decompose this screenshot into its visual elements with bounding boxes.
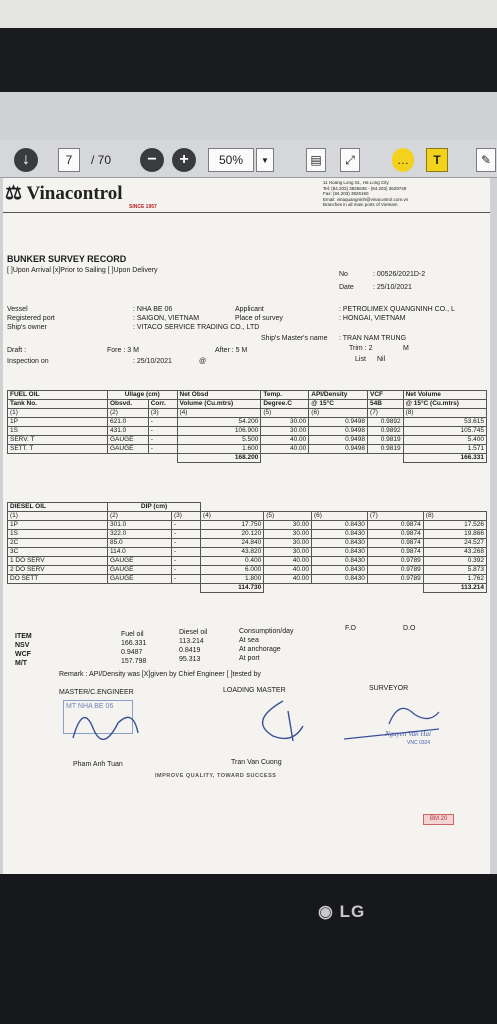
table-header: Obsvd. — [108, 400, 149, 409]
table-header: @ 15°C (Cu.mtrs) — [403, 400, 486, 409]
master-value: : TRAN NAM TRUNG — [339, 335, 407, 342]
comment-icon[interactable]: … — [392, 148, 414, 172]
table-cell: 114.0 — [108, 548, 172, 557]
table-cell: 6.000 — [201, 566, 264, 575]
table-cell: GAUGE — [108, 575, 172, 584]
index-cell: (2) — [108, 409, 149, 418]
table-cell: 20.120 — [201, 530, 264, 539]
table-header: Net Obsd — [177, 391, 261, 400]
total-net-volume: 113.214 — [423, 584, 486, 593]
table-header: @ 15°C — [309, 400, 368, 409]
diesel-nsv: 113.214 — [179, 638, 204, 645]
table-cell: 1S — [8, 530, 108, 539]
table-index-row — [8, 512, 487, 521]
date-value: : 25/10/2021 — [373, 284, 412, 291]
port-value: : SAIGON, VIETNAM — [133, 315, 200, 322]
table-cell: - — [171, 566, 200, 575]
table-row — [8, 427, 487, 436]
table-cell: GAUGE — [108, 557, 172, 566]
table-row — [8, 575, 487, 584]
table-cell: 19.866 — [423, 530, 486, 539]
table-header: Corr. — [148, 400, 177, 409]
table-cell: - — [171, 539, 200, 548]
index-cell: (6) — [312, 512, 368, 521]
address-line: Fax: (84.203) 3826160 — [323, 191, 369, 196]
table-total-row — [8, 584, 487, 593]
fuel-nsv: 166.331 — [121, 640, 147, 647]
footer-code: BM 20 — [423, 814, 454, 825]
table-cell: - — [148, 418, 177, 427]
table-cell: - — [171, 548, 200, 557]
table-index-row — [8, 409, 487, 418]
table-cell: 0.400 — [201, 557, 264, 566]
do-label: D.O — [403, 625, 416, 632]
table-cell: 1P — [8, 418, 108, 427]
index-cell: (2) — [108, 512, 172, 521]
monitor-top-bezel — [0, 0, 497, 92]
table-row — [8, 436, 487, 445]
table-cell: 1S — [8, 427, 108, 436]
table-cell: 1P — [8, 521, 108, 530]
trim-value: Trim : 2 — [349, 345, 373, 352]
no-label: No — [339, 271, 348, 278]
table-cell: - — [171, 521, 200, 530]
table-header: Degree.C — [261, 400, 309, 409]
signature-stroke — [73, 717, 138, 739]
remark-line: Remark : API/Density was [X]given by Chief Engineer [ ]tested by — [59, 671, 261, 678]
table-cell: 30.00 — [264, 539, 312, 548]
table-cell: 0.9789 — [367, 557, 423, 566]
table-cell: 0.9819 — [368, 445, 404, 454]
window-reflection — [0, 0, 497, 28]
index-cell: (4) — [177, 409, 261, 418]
table-cell: - — [148, 436, 177, 445]
fit-page-icon[interactable]: ▤ — [306, 148, 326, 172]
header-rule — [3, 212, 490, 213]
brand-text: LG — [339, 902, 366, 921]
table-cell: 24.840 — [201, 539, 264, 548]
table-cell: - — [171, 575, 200, 584]
table-cell: 0.8430 — [312, 521, 368, 530]
surveyor-label: SURVEYOR — [369, 685, 409, 692]
applicant-label: Applicant — [235, 306, 264, 313]
fuel-oil-label: Fuel oil — [121, 631, 144, 638]
since-label: SINCE 1957 — [129, 204, 157, 210]
zoom-dropdown-icon[interactable]: ▼ — [256, 148, 274, 172]
table-cell: 30.00 — [264, 530, 312, 539]
pdf-viewer-window — [0, 92, 497, 874]
spacer-cell — [201, 503, 487, 512]
table-cell: 3C — [8, 548, 108, 557]
table-cell: 0.392 — [423, 557, 486, 566]
table-cell: 0.9498 — [309, 445, 368, 454]
list-value: Nil — [377, 356, 386, 363]
table-cell: 40.00 — [264, 557, 312, 566]
table-cell: 0.9498 — [309, 436, 368, 445]
table-cell: 621.0 — [108, 418, 149, 427]
summary-nsv-label: NSV — [15, 642, 30, 649]
table-cell: 1.571 — [403, 445, 486, 454]
table-cell: 30.00 — [264, 548, 312, 557]
owner-value: : VITACO SERVICE TRADING CO., LTD — [133, 324, 260, 331]
diesel-oil-label: Diesel oil — [179, 629, 208, 636]
table-total-row — [8, 454, 487, 463]
at-sign: @ — [199, 358, 207, 365]
after-value: After : 5 M — [215, 347, 248, 354]
at-port-label: At port — [239, 655, 260, 662]
table-header-row — [8, 391, 487, 400]
surveyor-name: Nguyen Van Hai — [385, 730, 431, 738]
table-cell: GAUGE — [108, 445, 149, 454]
loading-master-label: LOADING MASTER — [223, 687, 286, 694]
table-cell: 0.8430 — [312, 530, 368, 539]
table-cell: 0.8430 — [312, 548, 368, 557]
pdf-toolbar — [0, 140, 497, 178]
table-header: Ullage (cm) — [108, 391, 178, 400]
table-cell: SETT. T — [8, 445, 108, 454]
table-cell: 5.500 — [177, 436, 261, 445]
table-cell: 40.00 — [261, 445, 309, 454]
surveyor-signature — [339, 694, 449, 748]
inspection-value: : 25/10/2021 — [133, 358, 172, 365]
table-row — [8, 548, 487, 557]
company-logo — [5, 184, 123, 204]
index-cell: (8) — [403, 409, 486, 418]
table-cell: 0.9874 — [367, 548, 423, 557]
table-cell: 30.00 — [264, 521, 312, 530]
slogan: IMPROVE QUALITY, TOWARD SUCCESS — [155, 773, 277, 779]
table-cell: 0.9892 — [368, 418, 404, 427]
table-row — [8, 521, 487, 530]
table-cell: 0.9874 — [367, 539, 423, 548]
draft-label: Draft : — [7, 347, 27, 354]
table-cell: 40.00 — [264, 575, 312, 584]
surveyor-code: VNC 0324 — [407, 740, 431, 746]
table-header-row — [8, 400, 487, 409]
page-total: / 70 — [90, 153, 111, 167]
index-cell: (4) — [201, 512, 264, 521]
signer-name-1: Pham Anh Tuan — [73, 761, 123, 768]
company-address — [323, 180, 408, 208]
table-cell: 1 DO SERV — [8, 557, 108, 566]
vessel-label: Vessel — [7, 306, 28, 313]
fit-width-icon[interactable]: ⤢ — [340, 148, 360, 172]
table-cell: 17.526 — [423, 521, 486, 530]
table-cell: 5.873 — [423, 566, 486, 575]
table-cell: GAUGE — [108, 566, 172, 575]
table-row — [8, 566, 487, 575]
table-row — [8, 445, 487, 454]
table-header: 54B — [368, 400, 404, 409]
index-cell: (8) — [423, 512, 486, 521]
table-row — [8, 530, 487, 539]
table-cell: 0.9819 — [368, 436, 404, 445]
zoom-level-field[interactable]: 50% — [208, 148, 254, 172]
total-volume: 114.730 — [201, 584, 264, 593]
table-header: API/Density — [309, 391, 368, 400]
address-line: Email: vinaquangninh@vinacontrol.com.vn — [323, 196, 409, 202]
table-cell: 2 DO SERV — [8, 566, 108, 575]
table-cell: 30.00 — [261, 427, 309, 436]
table-cell: 1.600 — [177, 445, 261, 454]
address-line: Branches in all main ports of Vietnam — [323, 202, 398, 207]
fuel-wcf: 0.9487 — [121, 649, 143, 656]
table-cell: 43.820 — [201, 548, 264, 557]
master-signature — [63, 698, 143, 748]
master-signature-label: MASTER/C.ENGINEER — [59, 689, 134, 696]
applicant-value: : PETROLIMEX QUANGNINH CO., L — [339, 306, 455, 313]
table-header: DIP (cm) — [108, 503, 201, 512]
table-row — [8, 418, 487, 427]
table-header: Volume (Cu.mtrs) — [177, 400, 261, 409]
page-down-icon[interactable]: ↓ — [14, 148, 38, 172]
table-cell: 0.9892 — [368, 427, 404, 436]
index-cell: (7) — [368, 409, 404, 418]
document-page — [3, 178, 490, 874]
table-cell: 322.0 — [108, 530, 172, 539]
no-value: : 00526/2021D-2 — [373, 271, 426, 278]
table-cell: 30.00 — [261, 418, 309, 427]
table-cell: 53.615 — [403, 418, 486, 427]
table-header: Net Volume — [403, 391, 486, 400]
table-header: VCF — [368, 391, 404, 400]
spacer-cell — [8, 584, 201, 593]
signature-stroke — [263, 701, 303, 741]
table-row — [8, 557, 487, 566]
table-header: Temp. — [261, 391, 309, 400]
table-cell: 0.9498 — [309, 418, 368, 427]
table-cell: 105.745 — [403, 427, 486, 436]
date-label: Date — [339, 284, 354, 291]
doc-title: BUNKER SURVEY RECORD — [7, 254, 127, 264]
spacer-cell — [264, 584, 424, 593]
table-header-row — [8, 503, 487, 512]
index-cell: (1) — [8, 409, 108, 418]
table-header: Tank No. — [8, 400, 108, 409]
place-value: : HONGAI, VIETNAM — [339, 315, 406, 322]
summary-mt-label: M/T — [15, 660, 28, 667]
loading-master-signature — [243, 696, 323, 746]
table-cell: 85.0 — [108, 539, 172, 548]
zoom-in-icon[interactable]: + — [172, 148, 196, 172]
table-cell: GAUGE — [108, 436, 149, 445]
table-cell: - — [171, 530, 200, 539]
table-cell: 0.8430 — [312, 557, 368, 566]
diesel-oil-table — [7, 502, 487, 593]
sign-icon[interactable]: ✎ — [476, 148, 496, 172]
table-cell: 1.800 — [201, 575, 264, 584]
table-header: FUEL OIL — [8, 391, 108, 400]
table-row — [8, 539, 487, 548]
monitor-bottom-bezel — [0, 874, 497, 1024]
table-cell: 301.0 — [108, 521, 172, 530]
table-cell: 0.8430 — [312, 575, 368, 584]
table-cell: - — [148, 427, 177, 436]
summary-item-label: ITEM — [15, 633, 32, 640]
index-cell: (6) — [309, 409, 368, 418]
consumption-label: Consumption/day — [239, 628, 294, 635]
page-number-input[interactable]: 7 — [58, 148, 80, 172]
table-cell: 431.0 — [108, 427, 149, 436]
index-cell: (5) — [261, 409, 309, 418]
summary-wcf-label: WCF — [15, 651, 31, 658]
table-cell: 40.00 — [264, 566, 312, 575]
index-cell: (3) — [148, 409, 177, 418]
place-label: Place of survey — [235, 315, 283, 322]
signer-name-2: Tran Van Cuong — [231, 759, 282, 766]
scale-logo-icon: ⚖ — [5, 183, 23, 204]
master-label: Ship's Master's name — [261, 335, 328, 342]
table-cell: 40.00 — [261, 436, 309, 445]
table-header: DIESEL OIL — [8, 503, 108, 512]
table-cell: 0.8430 — [312, 566, 368, 575]
at-anchorage-label: At anchorage — [239, 646, 281, 653]
list-label: List — [355, 356, 366, 363]
table-cell: - — [171, 557, 200, 566]
table-cell: 2C — [8, 539, 108, 548]
table-cell: 1.762 — [423, 575, 486, 584]
table-cell: DO SETT — [8, 575, 108, 584]
stamp-text: MT NHA BE 06 — [66, 703, 114, 710]
port-label: Registered port — [7, 315, 55, 322]
table-cell: 0.9874 — [367, 530, 423, 539]
index-cell: (3) — [171, 512, 200, 521]
table-cell: 0.9498 — [309, 427, 368, 436]
address-line: Tel: (84.203) 3825635 - (84.203) 3629749 — [323, 185, 407, 191]
monitor-brand-logo — [318, 902, 365, 922]
owner-label: Ship's owner — [7, 324, 47, 331]
table-cell: SERV. T — [8, 436, 108, 445]
index-cell: (1) — [8, 512, 108, 521]
table-cell: 106.900 — [177, 427, 261, 436]
table-cell: 43.268 — [423, 548, 486, 557]
doc-subtitle: [ ]Upon Arrival [x]Prior to Sailing [ ]Upon Delivery — [7, 267, 158, 274]
table-cell: 0.8430 — [312, 539, 368, 548]
zoom-out-icon[interactable]: − — [140, 148, 164, 172]
table-cell: 5.400 — [403, 436, 486, 445]
at-sea-label: At sea — [239, 637, 259, 644]
fuel-mt: 157.798 — [121, 658, 147, 665]
fore-value: Fore : 3 M — [107, 347, 139, 354]
table-cell: 0.9789 — [367, 575, 423, 584]
lg-circle-icon: ◉ — [318, 902, 334, 921]
spacer-cell — [8, 454, 178, 463]
table-cell: 17.750 — [201, 521, 264, 530]
vessel-value: : NHA BE 06 — [133, 306, 173, 313]
index-cell: (7) — [367, 512, 423, 521]
company-name: Vinacontrol — [26, 183, 123, 204]
index-cell: (5) — [264, 512, 312, 521]
highlight-text-icon[interactable]: T — [426, 148, 448, 172]
diesel-wcf: 0.8419 — [179, 647, 201, 654]
fo-label: F.O — [345, 625, 356, 632]
inspection-label: Inspection on — [7, 358, 49, 365]
total-volume: 168.200 — [177, 454, 261, 463]
diesel-mt: 95.313 — [179, 656, 201, 663]
total-net-volume: 166.331 — [403, 454, 486, 463]
spacer-cell — [261, 454, 403, 463]
table-cell: - — [148, 445, 177, 454]
address-line: 11 Hoang Long St., Ha Long City — [323, 180, 389, 185]
table-cell: 24.527 — [423, 539, 486, 548]
table-cell: 0.9874 — [367, 521, 423, 530]
table-cell: 54.200 — [177, 418, 261, 427]
trim-unit: M — [403, 345, 409, 352]
table-cell: 0.9789 — [367, 566, 423, 575]
fuel-oil-table — [7, 390, 487, 463]
